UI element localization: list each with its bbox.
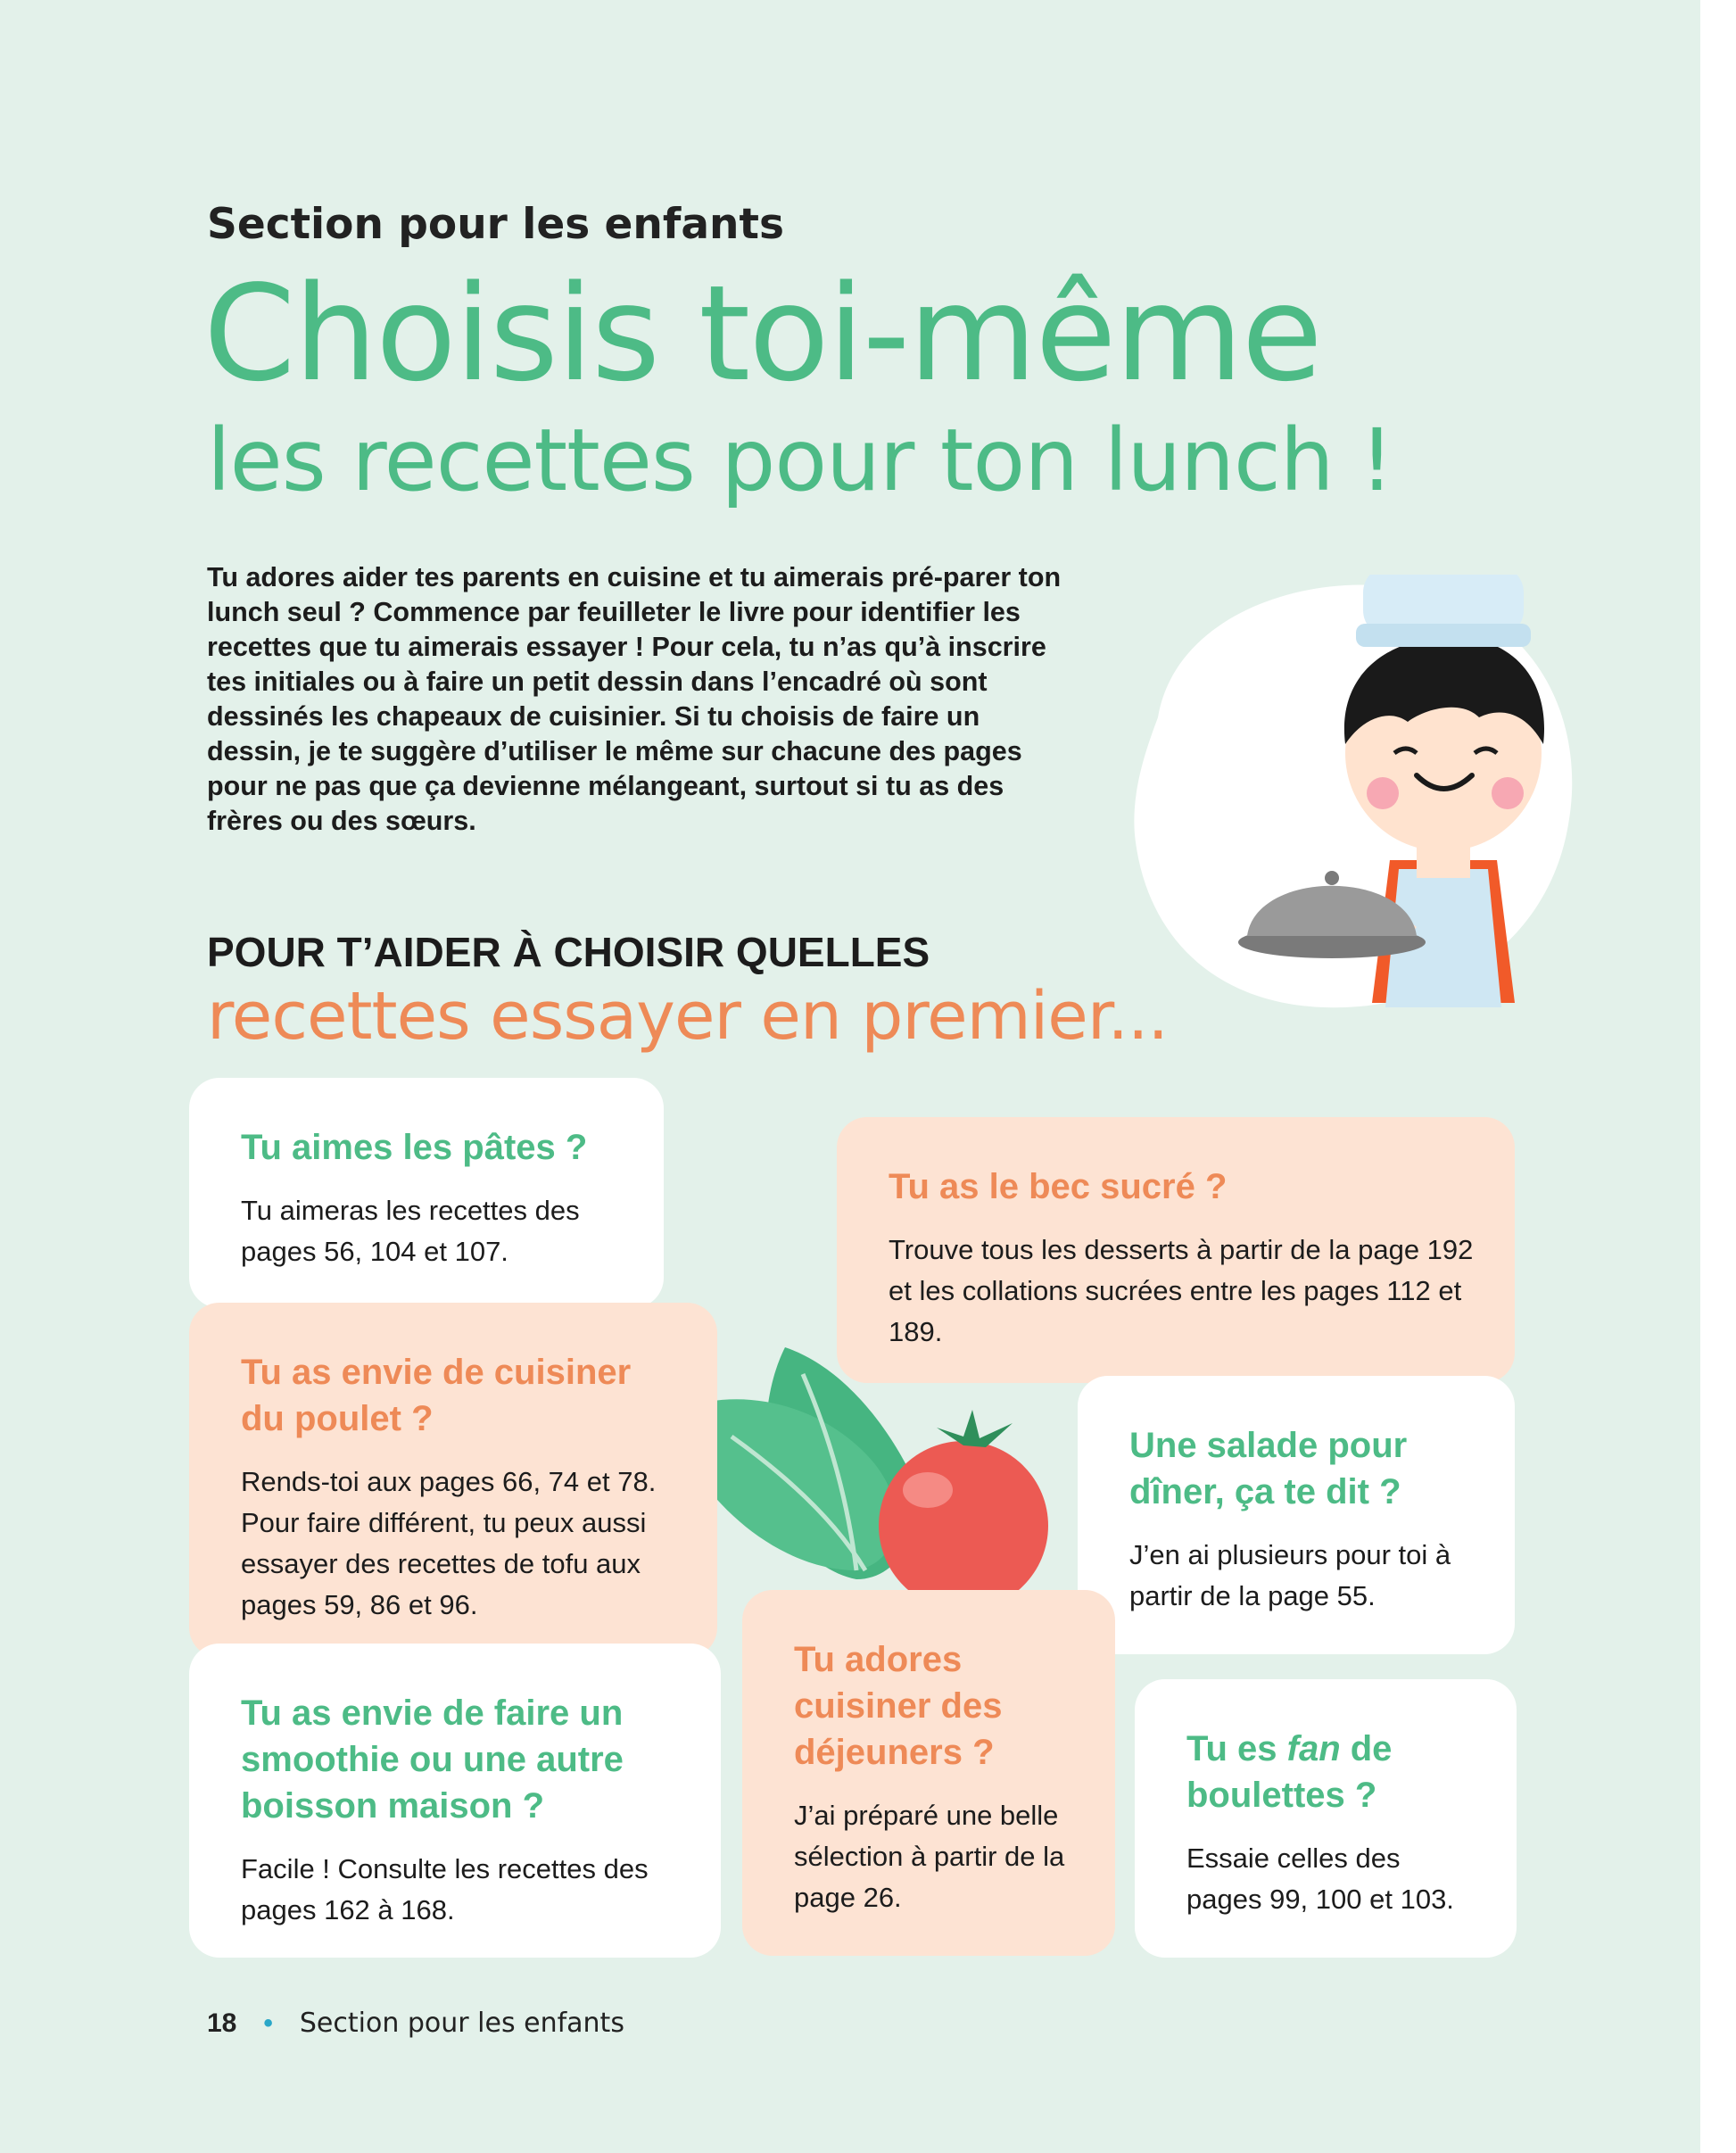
card-text: Essaie celles des pages 99, 100 et 103. [1186,1842,1454,1915]
card-boulettes [1135,1679,1517,1958]
card-title: Tu adores cuisiner des déjeuners ? [794,1640,1003,1772]
subheading-script: recettes essayer en premier... [207,978,1169,1055]
title-pre: Tu es [1186,1729,1287,1768]
card-pates [189,1078,664,1308]
card-text: Tu aimeras les recettes des pages 56, 104 et 107. [241,1195,580,1267]
card-title: Tu as envie de faire un smoothie ou une autre boisson maison ? [241,1693,624,1826]
subheading: POUR T’AIDER À CHOISIR QUELLES [207,929,930,975]
title-emphasis: fan [1286,1729,1341,1768]
page-title: Choisis toi-même [203,257,1321,410]
card-text: Trouve tous les desserts à partir de la page 192 et les collations sucrées entre les pages 112 et 189. [889,1234,1474,1347]
card-text: J’ai préparé une belle sélection à partir de la page 26. [794,1800,1065,1913]
tomato-icon [879,1410,1048,1611]
card-title: Tu aimes les pâtes ? [241,1128,588,1167]
card-poulet [189,1303,717,1658]
section-label: Section pour les enfants [207,200,784,249]
card-sucre [837,1117,1515,1383]
footer-section: Section pour les enfants [299,2008,624,2039]
intro-paragraph: Tu adores aider tes parents en cuisine et tu aimerais pré-parer ton lunch seul ? Commence par feuilleter le livre pour identifier les recettes que tu aimerais essayer ! Pour cela, tu n’as qu’à inscrire tes initiales ou à faire un petit dessin dans l’encadré où sont dessinés les chapeaux de cuisinier. Si tu choisis de faire un dessin, je te suggère d’utiliser le même sur chacune des pages pour ne pas que ça devienne mélangeant, surtout si tu as des frères ou des sœurs. [207,562,1062,836]
page-number: 18 [207,2008,237,2038]
card-smoothie [189,1644,721,1958]
card-title: Tu as envie de cuisiner du poulet ? [241,1353,632,1438]
chef-boy-illustration [1122,575,1575,1012]
card-salade [1078,1376,1515,1654]
card-text: Rends-toi aux pages 66, 74 et 78. Pour faire différent, tu peux aussi essayer des recettes de tofu aux pages 59, 86 et 96. [241,1466,657,1620]
title-post: de boulettes ? [1186,1729,1393,1815]
card-title [1186,1726,1481,1818]
card-text: Facile ! Consulte les recettes des pages 162 à 168. [241,1853,649,1925]
bullet-icon: • [263,2008,273,2038]
page-footer [207,2008,624,2039]
card-title: Tu as le bec sucré ? [889,1167,1228,1206]
page-subtitle: les recettes pour ton lunch ! [207,410,1393,510]
card-dejeuners [742,1590,1115,1956]
card-title: Une salade pour dîner, ça te dit ? [1129,1426,1408,1511]
card-text: J’en ai plusieurs pour toi à partir de la page 55. [1129,1539,1451,1611]
